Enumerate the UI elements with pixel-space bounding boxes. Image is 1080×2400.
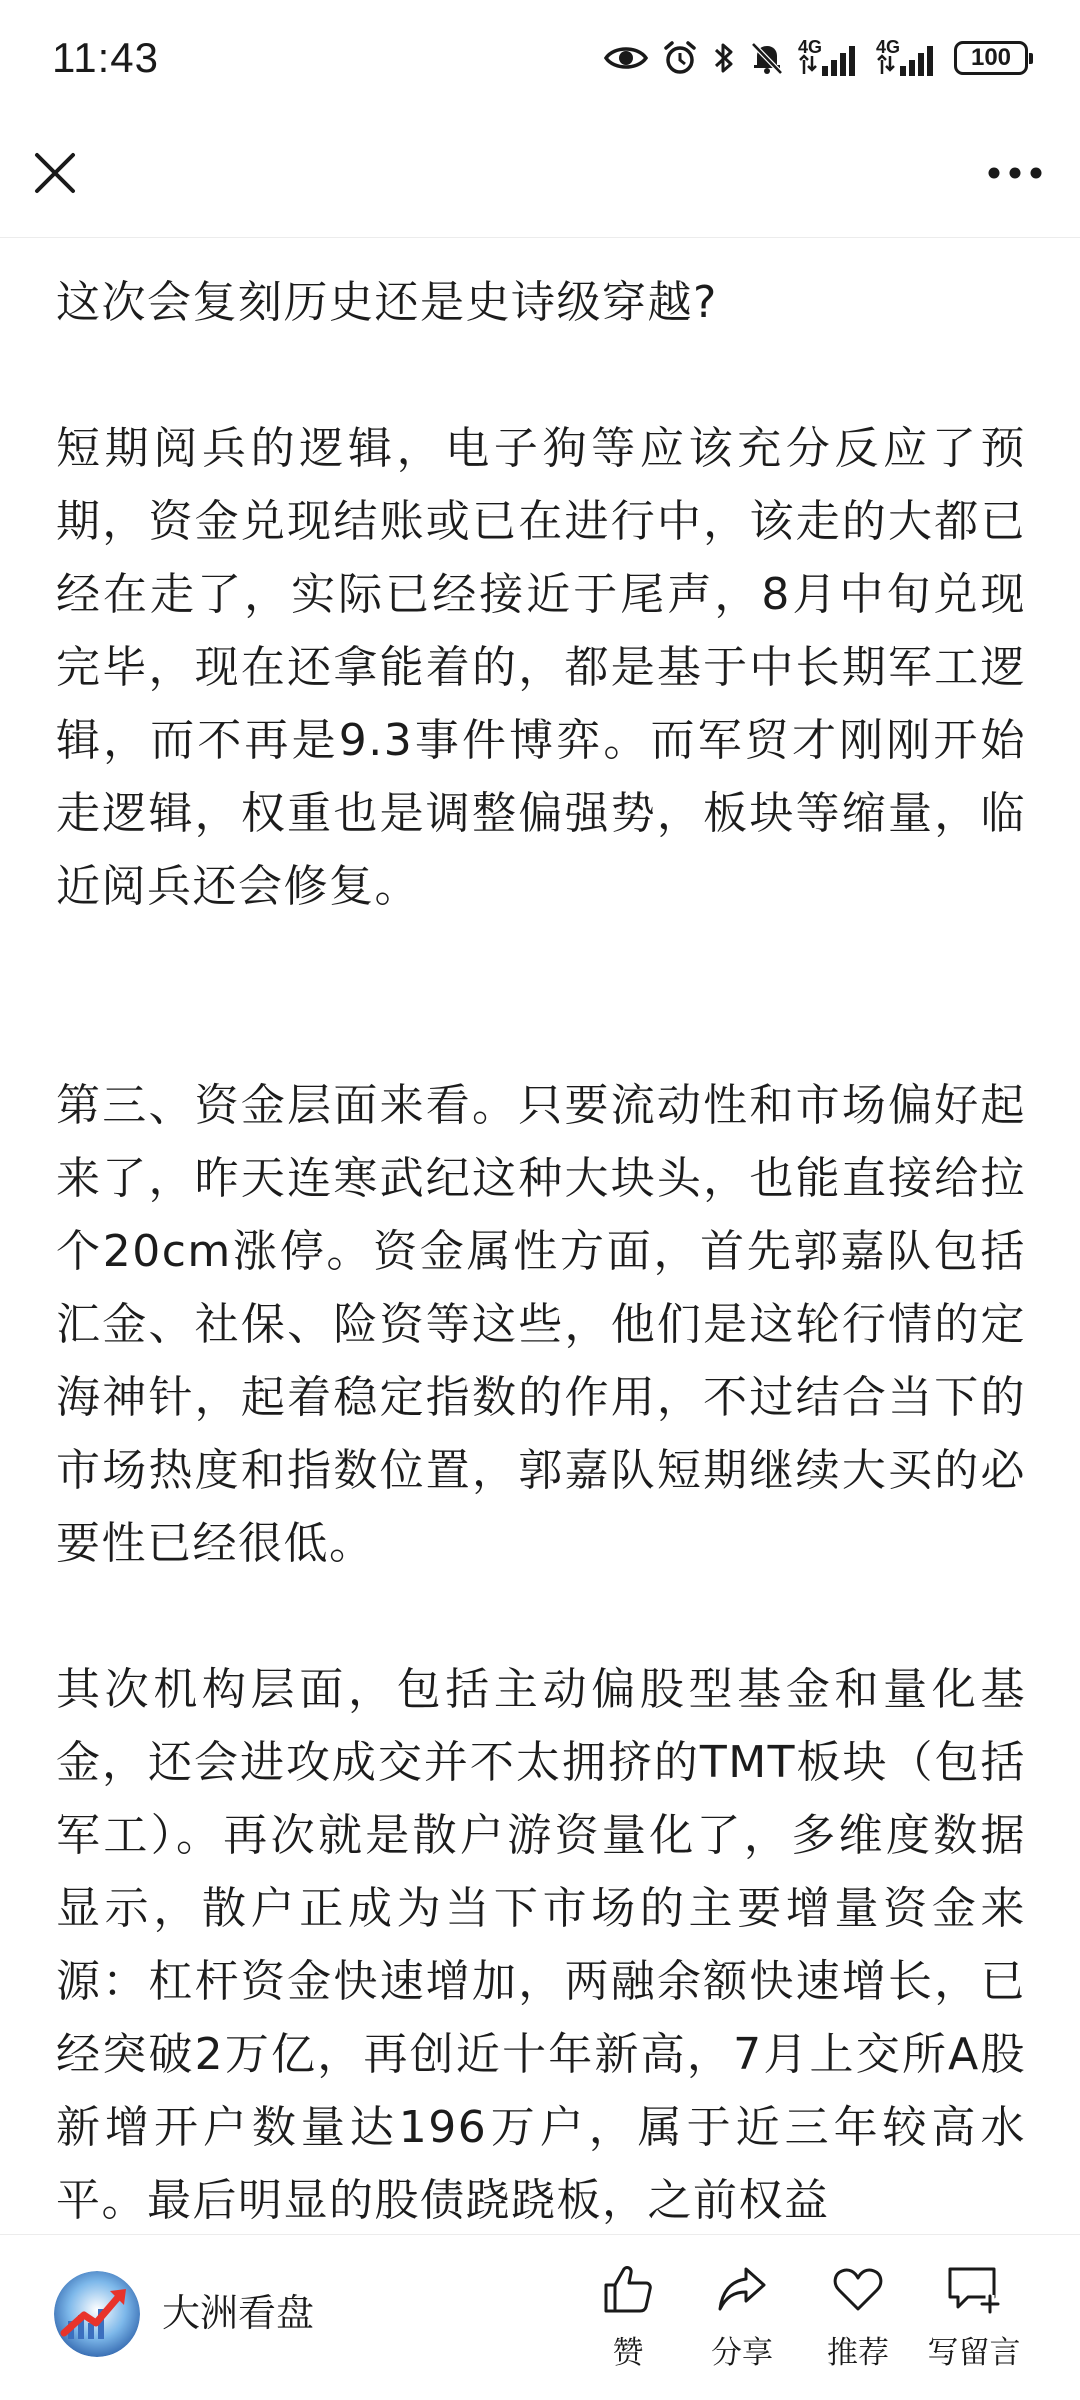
article-paragraph: 其次机构层面，包括主动偏股型基金和量化基金，还会进攻成交并不太拥挤的TMT板块（包括军工）。再次就是散户游资量化了，多维度数据显示，散户正成为当下市场的主要增量资金来源：杠杆资金快速增加，两融余额快速增长，已经突破2万亿，再创近十年新高，7月上交所A股新增开户数量达196万户，属于近三年较高水平。最后明显的股债跷跷板，之前权益 <box>56 1664 1026 2226</box>
paragraph-spacer <box>56 339 1026 412</box>
bluetooth-icon <box>712 40 736 76</box>
article-paragraph: 这次会复刻历史还是史诗级穿越? <box>56 277 718 328</box>
author-name[interactable]: 大洲看盘 <box>162 2291 315 2335</box>
network-type-label: 4G <box>876 37 901 57</box>
share-button[interactable] <box>686 2261 798 2381</box>
article-body <box>56 266 1026 2237</box>
more-icon <box>987 166 1043 180</box>
like-button[interactable] <box>572 2261 684 2381</box>
heart-icon <box>830 2261 886 2317</box>
write-comment-button[interactable] <box>918 2261 1030 2381</box>
signal-icon <box>876 38 940 78</box>
network-type-label: 4G <box>798 37 823 57</box>
avatar[interactable] <box>54 2271 140 2357</box>
eye-icon <box>604 43 648 73</box>
top-nav <box>0 116 1080 238</box>
share-icon <box>714 2261 770 2317</box>
comment-add-icon <box>946 2261 1002 2317</box>
alarm-icon <box>662 40 698 76</box>
battery-icon: 100 <box>954 41 1028 75</box>
close-icon <box>33 151 77 195</box>
paragraph-spacer <box>56 1580 1026 1653</box>
article-paragraph: 第三、资金层面来看。只要流动性和市场偏好起来了，昨天连寒武纪这种大块头，也能直接给拉个20cm涨停。资金属性方面，首先郭嘉队包括汇金、社保、险资等这些，他们是这轮行情的定海神针，起着稳定指数的作用，不过结合当下的市场热度和指数位置，郭嘉队短期继续大买的必要性已经很低。 <box>56 1080 1026 1569</box>
recommend-button[interactable] <box>802 2261 914 2381</box>
bottom-action-bar <box>0 2234 1080 2400</box>
thumbs-up-icon <box>600 2261 656 2317</box>
write-comment-label: 写留言 <box>927 2335 1021 2371</box>
status-bar <box>0 0 1080 116</box>
article-paragraph: 短期阅兵的逻辑，电子狗等应该充分反应了预期，资金兑现结账或已在进行中，该走的大都已经在走了，实际已经接近于尾声，8月中旬兑现完毕，现在还拿能着的，都是基于中长期军工逻辑，而不再是9.3事件博弈。而军贸才刚刚开始走逻辑，权重也是调整偏强势，板块等缩量，临近阅兵还会修复。 <box>56 423 1026 912</box>
mute-bell-icon <box>750 40 784 76</box>
share-label: 分享 <box>711 2335 773 2371</box>
status-time: 11:43 <box>52 34 159 81</box>
paragraph-spacer <box>56 923 1026 1069</box>
status-icons <box>604 38 1028 78</box>
signal-icon <box>798 38 862 78</box>
close-button[interactable] <box>20 138 90 208</box>
more-button[interactable] <box>970 138 1060 208</box>
like-label: 赞 <box>612 2335 644 2371</box>
recommend-label: 推荐 <box>827 2335 889 2371</box>
